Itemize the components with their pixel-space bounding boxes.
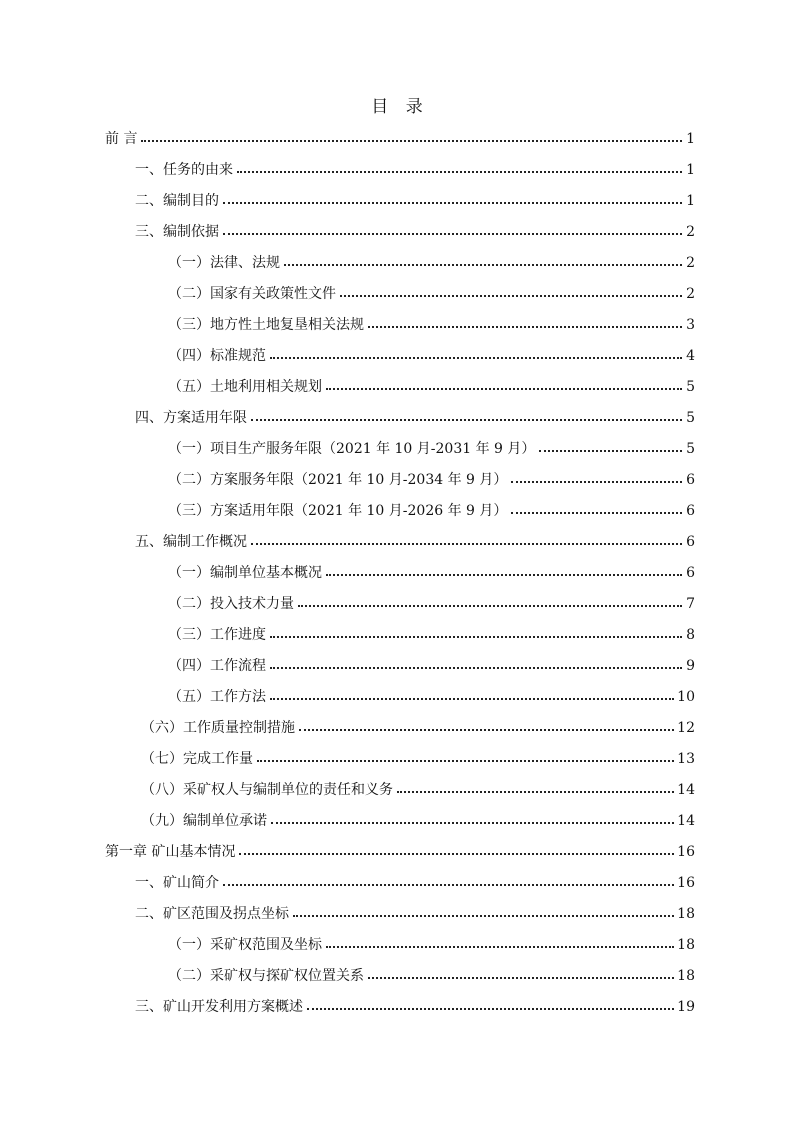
toc-entry-label: 三、编制依据 <box>135 224 219 240</box>
toc-entry-page-number: 1 <box>686 193 695 209</box>
toc-entry-page-number: 6 <box>686 503 695 519</box>
toc-entry[interactable] <box>105 837 695 868</box>
toc-entry[interactable] <box>105 155 695 186</box>
toc-entry-label: （九）编制单位承诺 <box>141 813 267 829</box>
dot-leader <box>270 357 682 359</box>
toc-entry[interactable] <box>105 465 695 496</box>
toc-entry[interactable] <box>105 217 695 248</box>
toc-entry-page-number: 18 <box>677 937 695 953</box>
toc-entry-page-number: 16 <box>677 875 695 891</box>
dot-leader <box>326 946 674 948</box>
toc-entry[interactable] <box>105 992 695 1023</box>
toc-entry-page-number: 5 <box>686 410 695 426</box>
toc-entry-label: 四、方案适用年限 <box>135 410 247 426</box>
dot-leader <box>284 264 682 266</box>
toc-entry-label: 第一章 矿山基本情况 <box>105 844 236 860</box>
dot-leader <box>223 884 674 886</box>
dot-leader <box>298 605 682 607</box>
toc-entry[interactable] <box>105 248 695 279</box>
toc-entry-page-number: 1 <box>686 162 695 178</box>
dot-leader <box>299 729 674 731</box>
toc-entry[interactable] <box>105 589 695 620</box>
toc-entry-label: （三）方案适用年限（2021 年 10 月-2026 年 9 月） <box>168 503 508 519</box>
toc-entry-label: （一）法律、法规 <box>168 255 280 271</box>
toc-entry[interactable] <box>105 434 695 465</box>
toc-entry[interactable] <box>105 930 695 961</box>
toc-entry-page-number: 6 <box>686 472 695 488</box>
toc-entry-label: （三）地方性土地复垦相关法规 <box>168 317 364 333</box>
dot-leader <box>251 419 682 421</box>
toc-entry-page-number: 18 <box>677 906 695 922</box>
toc-entry-label: （二）投入技术力量 <box>168 596 294 612</box>
toc-entry-page-number: 14 <box>677 782 695 798</box>
dot-leader <box>511 512 682 514</box>
toc-entry-page-number: 5 <box>686 379 695 395</box>
toc-entry-page-number: 16 <box>677 844 695 860</box>
toc-entry[interactable] <box>105 186 695 217</box>
toc-entry-label: （一）项目生产服务年限（2021 年 10 月-2031 年 9 月） <box>168 441 536 457</box>
toc-title: 目 录 <box>371 97 429 117</box>
dot-leader <box>223 233 682 235</box>
toc-entry-page-number: 1 <box>686 131 695 147</box>
dot-leader <box>511 481 682 483</box>
dot-leader <box>237 171 682 173</box>
toc-entry-label: 五、编制工作概况 <box>135 534 247 550</box>
toc-entry-page-number: 12 <box>677 720 695 736</box>
toc-entry[interactable] <box>105 372 695 403</box>
toc-entry[interactable] <box>105 124 695 155</box>
toc-entry-label: 二、矿区范围及拐点坐标 <box>135 906 289 922</box>
dot-leader <box>270 667 682 669</box>
toc-entry[interactable] <box>105 279 695 310</box>
toc-entry-label: （二）国家有关政策性文件 <box>168 286 336 302</box>
toc-entry-page-number: 18 <box>677 968 695 984</box>
toc-entry[interactable] <box>105 775 695 806</box>
toc-entry-label: （五）土地利用相关规划 <box>168 379 322 395</box>
toc-entry-page-number: 6 <box>686 565 695 581</box>
toc-entry[interactable] <box>105 713 695 744</box>
toc-entry[interactable] <box>105 403 695 434</box>
toc-entry[interactable] <box>105 620 695 651</box>
toc-entry-label: （五）工作方法 <box>168 689 266 705</box>
toc-entry-label: （一）编制单位基本概况 <box>168 565 322 581</box>
toc-entry-page-number: 7 <box>686 596 695 612</box>
dot-leader <box>326 574 682 576</box>
toc-entry-page-number: 3 <box>686 317 695 333</box>
toc-entry[interactable] <box>105 496 695 527</box>
toc-entry-page-number: 2 <box>686 286 695 302</box>
toc-entry[interactable] <box>105 310 695 341</box>
toc-entry[interactable] <box>105 527 695 558</box>
toc-entry-label: （二）方案服务年限（2021 年 10 月-2034 年 9 月） <box>168 472 508 488</box>
dot-leader <box>293 915 674 917</box>
dot-leader <box>141 140 682 142</box>
toc-entry-page-number: 8 <box>686 627 695 643</box>
toc-entry[interactable] <box>105 806 695 837</box>
toc-entry[interactable] <box>105 341 695 372</box>
toc-entry-label: （八）采矿权人与编制单位的责任和义务 <box>141 782 393 798</box>
toc-entry-label: （二）采矿权与探矿权位置关系 <box>168 968 364 984</box>
dot-leader <box>539 450 682 452</box>
toc-entry-page-number: 5 <box>686 441 695 457</box>
toc-entry[interactable] <box>105 744 695 775</box>
dot-leader <box>251 543 682 545</box>
toc-entry-page-number: 6 <box>686 534 695 550</box>
toc-entry-label: （一）采矿权范围及坐标 <box>168 937 322 953</box>
dot-leader <box>368 977 674 979</box>
toc-entry-page-number: 14 <box>677 813 695 829</box>
dot-leader <box>340 295 682 297</box>
dot-leader <box>223 202 682 204</box>
toc-entry-page-number: 10 <box>677 689 695 705</box>
toc-entry-page-number: 9 <box>686 658 695 674</box>
toc-entry-page-number: 13 <box>677 751 695 767</box>
toc-entry-label: 前 言 <box>105 131 138 147</box>
toc-entry-label: （三）工作进度 <box>168 627 266 643</box>
toc-entry-label: 一、矿山简介 <box>135 875 219 891</box>
dot-leader <box>270 698 674 700</box>
toc-entry-label: 二、编制目的 <box>135 193 219 209</box>
dot-leader <box>326 388 682 390</box>
toc-entry[interactable] <box>105 868 695 899</box>
toc-entry-page-number: 2 <box>686 255 695 271</box>
dot-leader <box>239 853 674 855</box>
dot-leader <box>270 636 682 638</box>
toc-entry-label: 一、任务的由来 <box>135 162 233 178</box>
dot-leader <box>307 1008 674 1010</box>
toc-entry-label: （四）工作流程 <box>168 658 266 674</box>
toc-entry-label: 三、矿山开发利用方案概述 <box>135 999 303 1015</box>
toc-entry-label: （四）标准规范 <box>168 348 266 364</box>
dot-leader <box>368 326 682 328</box>
toc-list <box>105 124 695 1023</box>
toc-entry-page-number: 19 <box>677 999 695 1015</box>
dot-leader <box>271 822 674 824</box>
dot-leader <box>257 760 674 762</box>
toc-entry-page-number: 4 <box>686 348 695 364</box>
toc-entry-label: （六）工作质量控制措施 <box>141 720 295 736</box>
toc-entry[interactable] <box>105 558 695 589</box>
dot-leader <box>397 791 674 793</box>
toc-entry-page-number: 2 <box>686 224 695 240</box>
toc-entry[interactable] <box>105 651 695 682</box>
toc-entry[interactable] <box>105 682 695 713</box>
toc-entry[interactable] <box>105 961 695 992</box>
toc-entry[interactable] <box>105 899 695 930</box>
toc-entry-label: （七）完成工作量 <box>141 751 253 767</box>
